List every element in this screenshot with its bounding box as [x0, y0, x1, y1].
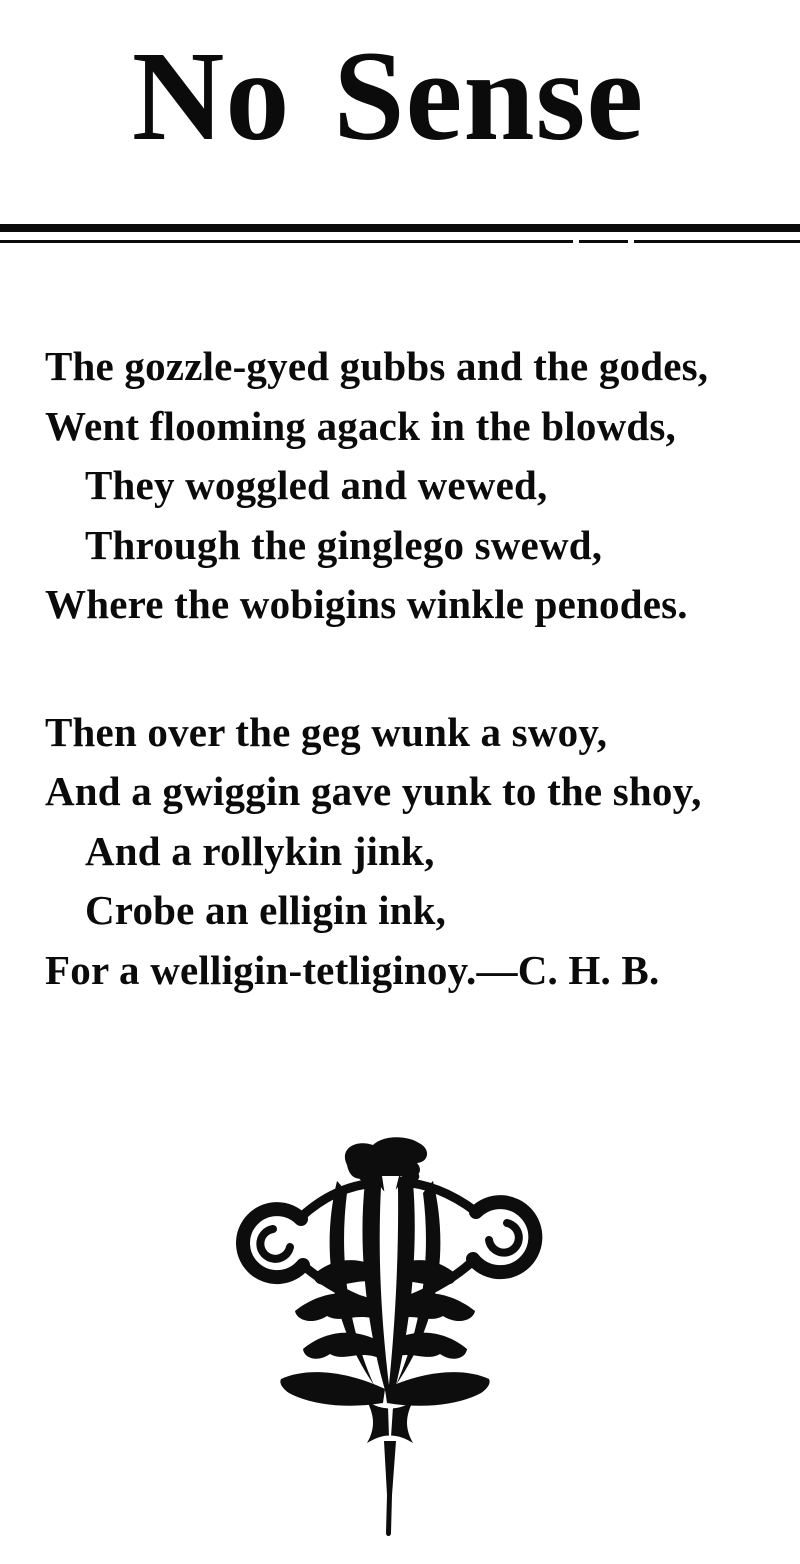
stanza-2 [45, 703, 790, 1001]
stanza-1 [45, 337, 790, 635]
poem-line: For a welligin-tetliginoy.—C. H. B. [45, 946, 660, 993]
poem-line: The gozzle-gyed gubbs and the godes, [45, 343, 709, 389]
poem [45, 337, 790, 1000]
poem-line: And a rollykin jink, [85, 827, 435, 874]
fleur-de-lis-ornament-icon [235, 1135, 545, 1545]
double-rule-thick [0, 224, 800, 232]
poem-line: Went flooming agack in the blowds, [45, 402, 676, 449]
poem-line: Crobe an elligin ink, [85, 887, 447, 933]
poem-line: Where the wobigins winkle penodes. [45, 581, 688, 627]
poem-line: They woggled and wewed, [85, 462, 548, 508]
poem-line: Then over the geg wunk a swoy, [45, 708, 608, 755]
page-title: No Sense [131, 25, 645, 167]
double-rule-thin [0, 240, 800, 243]
poem-line: And a gwiggin gave yunk to the shoy, [45, 768, 702, 814]
poem-line: Through the ginglego swewd, [85, 521, 603, 568]
